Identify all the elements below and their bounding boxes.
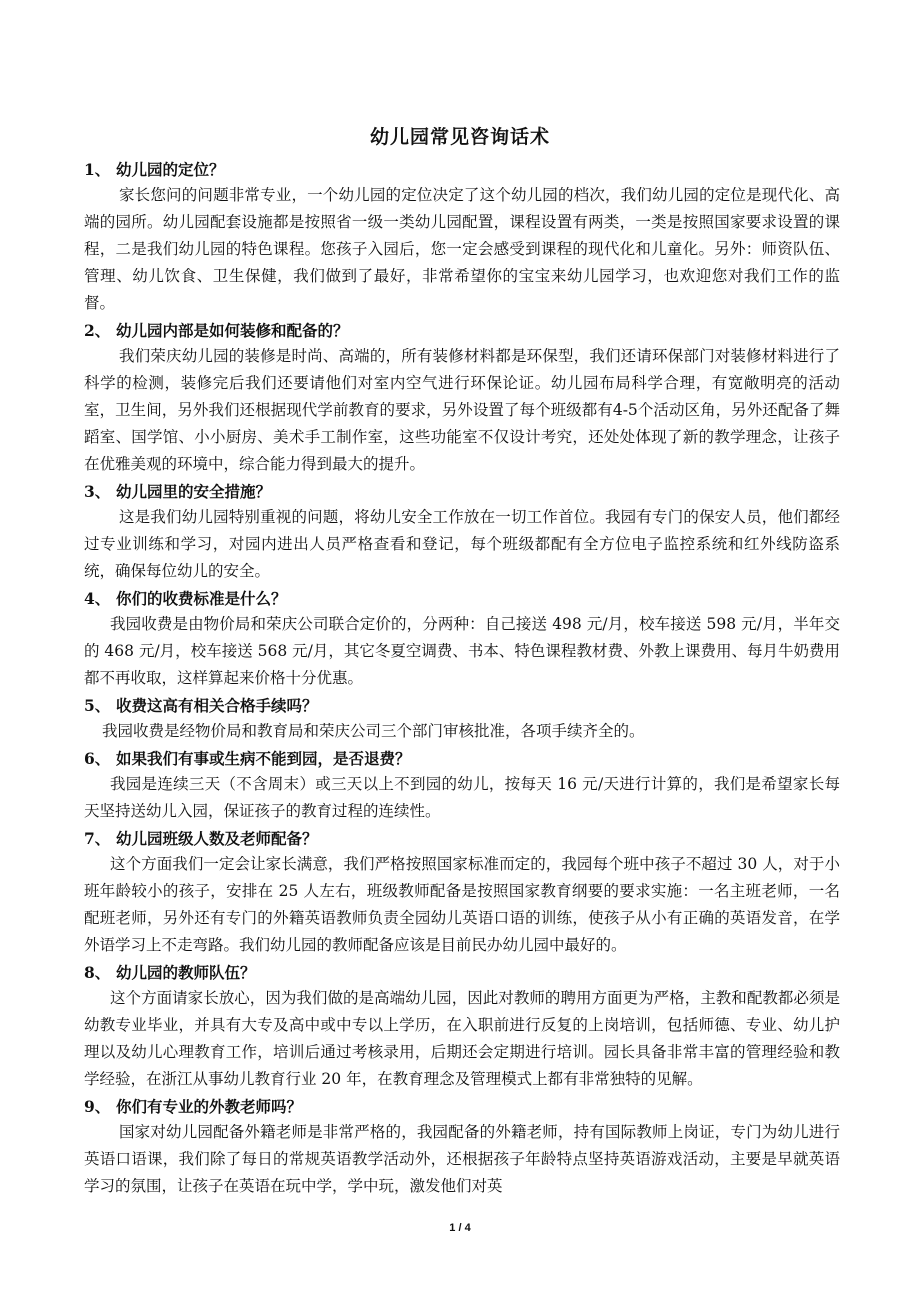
question-heading: [84, 694, 840, 718]
question-heading: [84, 587, 840, 611]
question-heading: [84, 319, 840, 343]
question-number: 5、: [84, 696, 111, 715]
question-text: 幼儿园内部是如何装修和配备的？: [116, 321, 349, 340]
question-number: 1、: [84, 160, 111, 179]
question-number: 7、: [84, 829, 111, 848]
question-text: 你们的收费标准是什么？: [116, 589, 287, 608]
section-3: [84, 480, 840, 585]
answer-paragraph: 国家对幼儿园配备外籍老师是非常严格的，我园配备的外籍老师，持有国际教师上岗证，专门为幼儿进行英语口语课，我们除了每日的常规英语教学活动外，还根据孩子年龄特点坚持英语游戏活动，主要是早就英语学习的氛围，让孩子在英语在玩中学，学中玩，激发他们对英: [84, 1123, 840, 1195]
question-heading: [84, 1095, 840, 1119]
question-number: 4、: [84, 589, 111, 608]
page-number: 1 / 4: [449, 1222, 471, 1234]
answer-paragraph: 这是我们幼儿园特别重视的问题，将幼儿安全工作放在一切工作首位。我园有专门的保安人员，他们都经过专业训练和学习，对园内进出人员严格查看和登记，每个班级都配有全方位电子监控系统和红外线防盗系统，确保每位幼儿的安全。: [84, 508, 840, 580]
section-1: [84, 158, 840, 317]
answer-paragraph: 这个方面请家长放心，因为我们做的是高端幼儿园，因此对教师的聘用方面更为严格，主教和配教都必须是幼教专业毕业，并具有大专及高中或中专以上学历，在入职前进行反复的上岗培训，包括师德、专业、幼儿护理以及幼儿心理教育工作，培训后通过考核录用，后期还会定期进行培训。园长具备非常丰富的管理经验和教学经验，在浙江从事幼儿教育行业 20 年，在教育理念及管理模式上都有非常独特的见解。: [84, 989, 840, 1088]
document-title: 幼儿园常见咨询话术: [369, 126, 550, 148]
section-5: [84, 694, 840, 745]
question-number: 9、: [84, 1097, 111, 1116]
question-heading: [84, 158, 840, 182]
question-heading: [84, 747, 840, 771]
document-body: [84, 158, 840, 1202]
question-heading: [84, 480, 840, 504]
question-heading: [84, 827, 840, 851]
question-text: 幼儿园的教师队伍？: [116, 963, 256, 982]
answer-paragraph: 我们荣庆幼儿园的装修是时尚、高端的，所有装修材料都是环保型，我们还请环保部门对装修材料进行了科学的检测，装修完后我们还要请他们对室内空气进行环保论证。幼儿园布局科学合理，有宽敞明亮的活动室，卫生间，另外我们还根据现代学前教育的要求，另外设置了每个班级都有4-5个活动区角，另外还配备了舞蹈室、国学馆、小小厨房、美术手工制作室，这些功能室不仅设计考究，还处处体现了新的教学理念，让孩子在优雅美观的环境中，综合能力得到最大的提升。: [84, 347, 840, 473]
question-number: 2、: [84, 321, 111, 340]
question-text: 幼儿园里的安全措施？: [116, 482, 272, 501]
answer-paragraph: 我园收费是经物价局和教育局和荣庆公司三个部门审核批准，各项手续齐全的。: [102, 722, 645, 740]
section-9: [84, 1095, 840, 1200]
question-number: 3、: [84, 482, 111, 501]
question-text: 幼儿园的定位？: [116, 160, 225, 179]
section-4: [84, 587, 840, 692]
question-heading: [84, 961, 840, 985]
answer-paragraph: 我园是连续三天（不含周末）或三天以上不到园的幼儿，按每天 16 元/天进行计算的，我们是希望家长每天坚持送幼儿入园，保证孩子的教育过程的连续性。: [84, 775, 840, 820]
answer-paragraph: 这个方面我们一定会让家长满意，我们严格按照国家标准而定的，我园每个班中孩子不超过 30 人，对于小班年龄较小的孩子，安排在 25 人左右，班级教师配备是按照国家教育纲要的要求实施：一名主班老师，一名配班老师，另外还有专门的外籍英语教师负责全园幼儿英语口语的训练，使孩子从小有正确的英语发音，在学外语学习上不走弯路。我们幼儿园的教师配备应该是目前民办幼儿园中最好的。: [84, 855, 840, 954]
answer-paragraph: 家长您问的问题非常专业，一个幼儿园的定位决定了这个幼儿园的档次，我们幼儿园的定位是现代化、高端的园所。幼儿园配套设施都是按照省一级一类幼儿园配置，课程设置有两类，一类是按照国家要求设置的课程，二是我们幼儿园的特色课程。您孩子入园后，您一定会感受到课程的现代化和儿童化。另外：师资队伍、管理、幼儿饮食、卫生保健，我们做到了最好，非常希望你的宝宝来幼儿园学习，也欢迎您对我们工作的监督。: [84, 186, 840, 312]
question-text: 收费这高有相关合格手续吗？: [116, 696, 318, 715]
section-7: [84, 827, 840, 959]
question-text: 你们有专业的外教老师吗？: [116, 1097, 303, 1116]
question-number: 8、: [84, 963, 111, 982]
section-2: [84, 319, 840, 478]
question-number: 6、: [84, 749, 111, 768]
section-8: [84, 961, 840, 1093]
answer-paragraph: 我园收费是由物价局和荣庆公司联合定价的，分两种：自己接送 498 元/月，校车接送 598 元/月，半年交的 468 元/月，校车接送 568 元/月，其它冬夏空调费、书本、特色课程教材费、外教上课费用、每月牛奶费用都不再收取，这样算起来价格十分优惠。: [84, 615, 840, 687]
section-6: [84, 747, 840, 825]
question-text: 如果我们有事或生病不能到园，是否退费？: [116, 749, 411, 768]
question-text: 幼儿园班级人数及老师配备？: [116, 829, 318, 848]
